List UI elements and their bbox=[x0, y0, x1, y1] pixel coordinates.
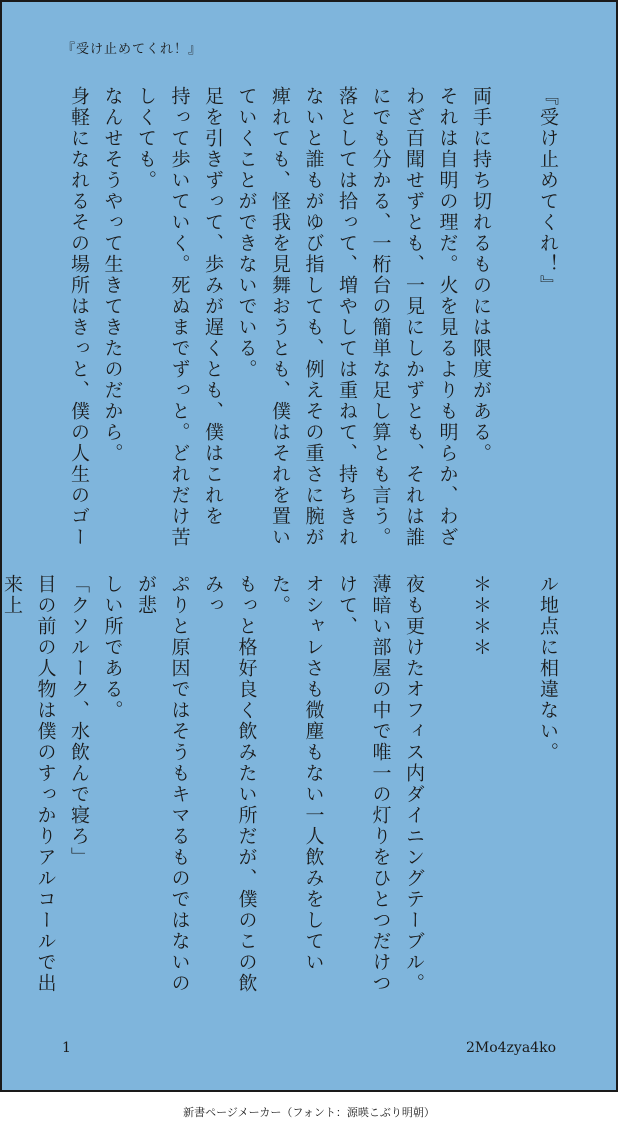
author-id: 2Mo4zya4ko bbox=[465, 1040, 556, 1056]
text-block-lower: ル地点に相違ない。 ＊＊＊＊ 夜も更けたオフィス内ダイニングテーブル。 薄暗い部屋の中で唯一の灯りをひとつだけつけて、 オシャレさも微塵もない一人飲みをしていた。 もっと格好良く飲みたい所だが、僕のこの飲みっ ぷりと原因ではそうもキマるものではないのが悲 しい所である。 「クソルーク、水飲んで寝ろ」 目の前の人物は僕のすっかりアルコールで出来上 bbox=[1, 574, 559, 994]
running-header: 『受け止めてくれ！』 bbox=[62, 42, 203, 57]
text-block-upper: 『受け止めてくれ！』 両手に持ち切れるものには限度がある。 それは自明の理だ。火を見るよりも明らか、わざ わざ百聞せずとも、一見にしかずとも、それは誰 にでも分かる、一桁台の簡単な足し算とも言う。 落としては拾って、増やしては重ねて、持ちきれ ないと誰もがゆび指しても、例えその重さに腕が 痺れても、怪我を見舞おうとも、僕はそれを置い ていくことができないでいる。 足を引きずって、歩みが遅くとも、僕はこれを 持って歩いていく。死ぬまでずっと。どれだけ苦 しくても。 なんせそうやって生きてきたのだから。 身軽になれるその場所はきっと、僕の人生のゴー bbox=[68, 86, 559, 548]
generator-credit: 新書ページメーカー（フォント：源暎こぶり明朝） bbox=[183, 1106, 435, 1119]
page-number: 1 bbox=[62, 1040, 71, 1056]
